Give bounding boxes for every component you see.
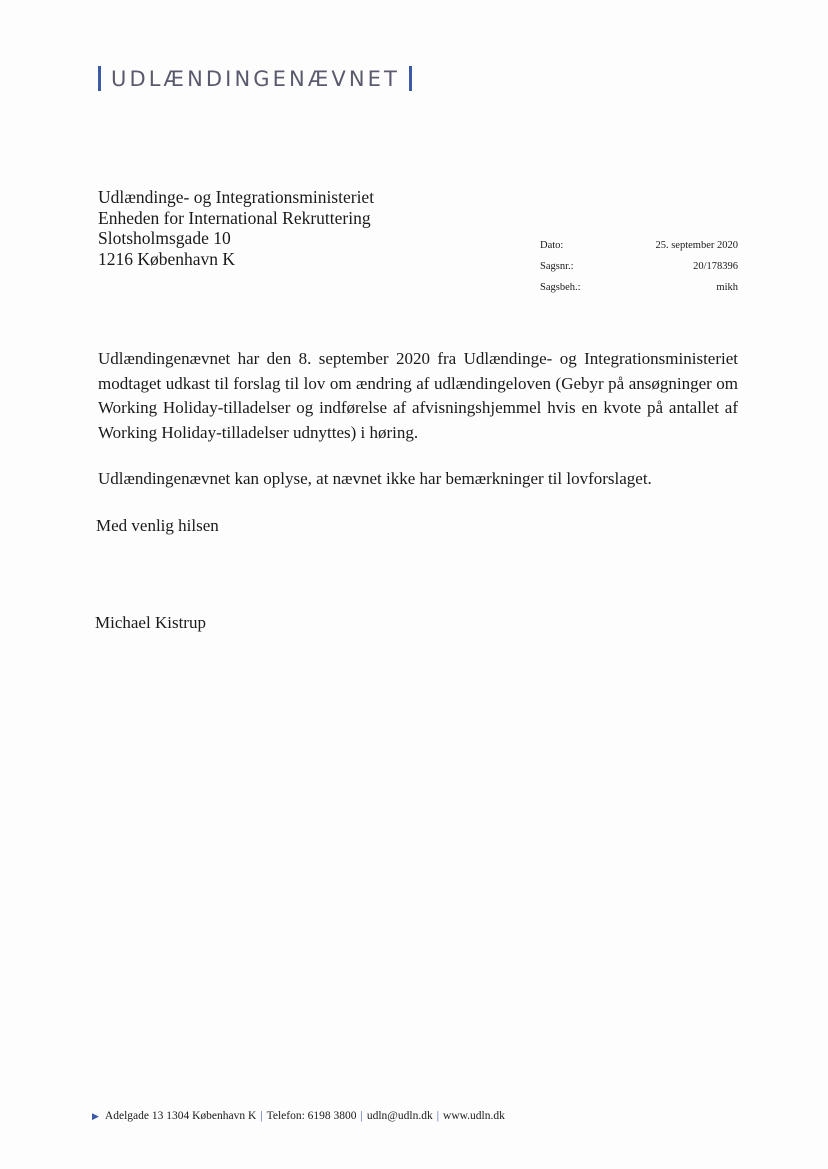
footer-email: udln@udln.dk [366,1110,433,1122]
recipient-line: Enheden for International Rekruttering [98,207,371,228]
recipient-line: Slotsholmsgade 10 [98,228,231,248]
meta-value: mikh [716,282,738,293]
footer-website: www.udln.dk [443,1110,505,1122]
footer-separator: | [436,1110,440,1122]
footer-phone: Telefon: 6198 3800 [266,1110,357,1122]
signature-name: Michael Kistrup [95,613,206,632]
meta-label: Sagsnr.: [540,261,574,272]
case-meta [540,238,738,301]
logo-text: UDLÆNDINGENÆVNET [111,66,400,91]
arrow-right-icon: ▶ [92,1110,99,1121]
logo-bar-right [409,66,412,91]
meta-value: 20/178396 [693,261,738,272]
logo [98,66,412,91]
recipient-address [98,187,374,269]
logo-bar-left [98,66,101,91]
meta-label: Dato: [540,240,564,251]
meta-value: 25. september 2020 [655,240,738,251]
meta-row-date [540,238,738,259]
meta-label: Sagsbeh.: [540,282,581,293]
footer-separator: | [260,1110,263,1122]
body-paragraph: Udlændingenævnet har den 8. september 2020 fra Udlændinge- og Integrationsministeriet modtaget udkast til forslag til lov om ændring af udlændingeloven (Gebyr på ansøgninger om Working Holiday-tilladelser og indførelse af afvisningshjemmel hvis en kvote på antallet af Working Holiday-tilladelser udnyttes) i høring. [98,349,738,442]
footer [92,1110,505,1122]
closing-greeting: Med venlig hilsen [96,516,219,535]
body-paragraph: Udlændingenævnet kan oplyse, at nævnet ikke har bemærkninger til lovforslaget. [98,469,652,488]
footer-separator: | [360,1110,363,1122]
recipient-line: 1216 København K [98,248,236,269]
footer-address: Adelgade 13 1304 København K [104,1110,257,1122]
meta-row-case-number [540,259,738,280]
meta-row-case-handler [540,280,738,301]
recipient-line: Udlændinge- og Integrationsministeriet [98,187,375,207]
letter-body [98,347,738,445]
